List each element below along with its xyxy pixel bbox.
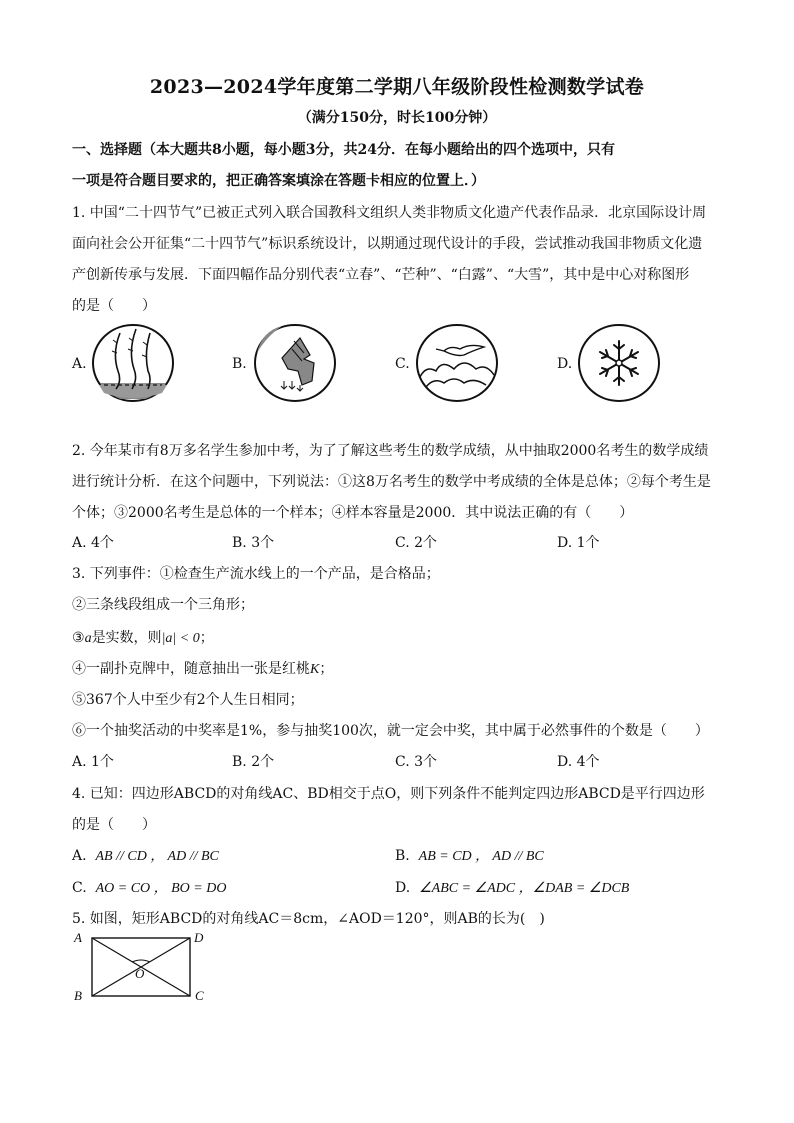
q1-option-a-label: A. bbox=[72, 356, 87, 372]
q4-option-b-label: B. bbox=[395, 848, 410, 864]
vertex-b-label: B bbox=[74, 988, 82, 1003]
lichun-emblem-icon bbox=[90, 323, 176, 403]
q4-option-a-text: AB // CD ， AD // BC bbox=[95, 849, 219, 864]
q4-line1: 4. 已知：四边形ABCD的对角线AC、BD相交于点O，则下列条件不能判定四边形ABCD是平行四边形 bbox=[72, 786, 705, 802]
q4-line2: 的是（ ） bbox=[72, 817, 156, 833]
q2-option-a: A. 4个 bbox=[72, 535, 114, 551]
q3-line6: ⑥一个抽奖活动的中奖率是1%，参与抽奖100次，就一定会中奖，其中属于必然事件的个数是（ ） bbox=[72, 723, 709, 739]
vertex-c-label: C bbox=[195, 988, 204, 1003]
exam-subtitle: （满分150分，时长100分钟） bbox=[297, 110, 497, 126]
q5-line1: 5. 如图，矩形ABCD的对角线AC＝8cm，∠AOD＝120°，则AB的长为( ) bbox=[72, 911, 545, 927]
q1-line2: 面向社会公开征集“二十四节气”标识系统设计，以期通过现代设计的手段，尝试推动我国非物质文化遗 bbox=[72, 236, 703, 252]
q3-line4 bbox=[72, 659, 333, 680]
q4-option-c-label: C. bbox=[72, 880, 87, 896]
q2-line1: 2. 今年某市有8万多名学生参加中考，为了了解这些考生的数学成绩，从中抽取2000名考生的数学成绩 bbox=[72, 443, 709, 459]
q3-line4-text: ④一副扑克牌中，随意抽出一张是红桃 bbox=[72, 661, 310, 677]
q3-line4-end: ； bbox=[319, 661, 334, 677]
q4-option-a-label: A. bbox=[72, 848, 87, 864]
q3-option-d: D. 4个 bbox=[557, 754, 600, 770]
q4-option-c-text: AO = CO ， BO = DO bbox=[95, 881, 227, 896]
angle-aod-arc bbox=[132, 960, 150, 962]
q1-option-d-label: D. bbox=[557, 356, 573, 372]
q1-line1: 1. 中国“二十四节气”已被正式列入联合国教科文组织人类非物质文化遗产代表作品录．北京国际设计周 bbox=[72, 205, 707, 221]
q1-option-c-label: C. bbox=[395, 356, 410, 372]
q3-line3-expr: |a| < 0 bbox=[161, 631, 200, 646]
q4-option-d-label: D. bbox=[395, 880, 411, 896]
section1-line1: 一、选择题（本大题共8小题，每小题3分，共24分．在每小题给出的四个选项中，只有 bbox=[72, 142, 615, 158]
q3-line5: ⑤367个人中至少有2个人生日相同； bbox=[72, 692, 304, 708]
q1-line3: 产创新传承与发展．下面四幅作品分别代表“立春”、“芒种”、“白露”、“大雪”，其中是中心对称图形 bbox=[72, 267, 690, 283]
q3-line4-var: K bbox=[310, 662, 320, 677]
vertex-a-label: A bbox=[74, 930, 82, 945]
bailu-emblem-icon bbox=[414, 323, 500, 403]
q2-option-b: B. 3个 bbox=[232, 535, 275, 551]
q2-line3: 个体；③2000名考生是总体的一个样本；④样本容量是2000．其中说法正确的有（ ） bbox=[72, 505, 634, 521]
q3-line3 bbox=[72, 628, 214, 649]
daxue-snowflake-emblem-icon bbox=[576, 323, 662, 403]
mangzhong-emblem-icon bbox=[252, 323, 338, 403]
section1-line2: 一项是符合题目要求的，把正确答案填涂在答题卡相应的位置上．） bbox=[72, 173, 485, 189]
q3-line3-end: ； bbox=[199, 630, 214, 646]
q4-option-c bbox=[72, 878, 226, 899]
q4-option-b-text: AB = CD ， AD // BC bbox=[418, 849, 544, 864]
q3-option-a: A. 1个 bbox=[72, 754, 114, 770]
q3-line3-prefix: ③ bbox=[72, 630, 85, 646]
q4-option-b bbox=[395, 846, 544, 867]
q3-option-b: B. 2个 bbox=[232, 754, 275, 770]
q3-option-c: C. 3个 bbox=[395, 754, 438, 770]
q4-option-d-text: ∠ABC = ∠ADC ，∠DAB = ∠DCB bbox=[419, 881, 630, 896]
q3-line3-var: a bbox=[84, 631, 92, 646]
q3-line3-mid: 是实数，则 bbox=[91, 630, 162, 646]
q3-line2: ②三条线段组成一个三角形； bbox=[72, 597, 254, 613]
q2-option-d: D. 1个 bbox=[557, 535, 600, 551]
q1-line4: 的是（ ） bbox=[72, 298, 156, 314]
q4-option-d bbox=[395, 878, 629, 899]
q2-option-c: C. 2个 bbox=[395, 535, 438, 551]
q2-line2: 进行统计分析．在这个问题中，下列说法：①这8万名考生的数学中考成绩的全体是总体；②每个考生是 bbox=[72, 474, 711, 490]
center-o-label: O bbox=[135, 966, 145, 981]
q1-option-b-label: B. bbox=[232, 356, 247, 372]
q4-option-a bbox=[72, 846, 219, 867]
vertex-d-label: D bbox=[194, 930, 204, 945]
exam-title: 2023—2024学年度第二学期八年级阶段性检测数学试卷 bbox=[149, 76, 645, 98]
q3-line1: 3. 下列事件：①检查生产流水线上的一个产品，是合格品； bbox=[72, 566, 440, 582]
